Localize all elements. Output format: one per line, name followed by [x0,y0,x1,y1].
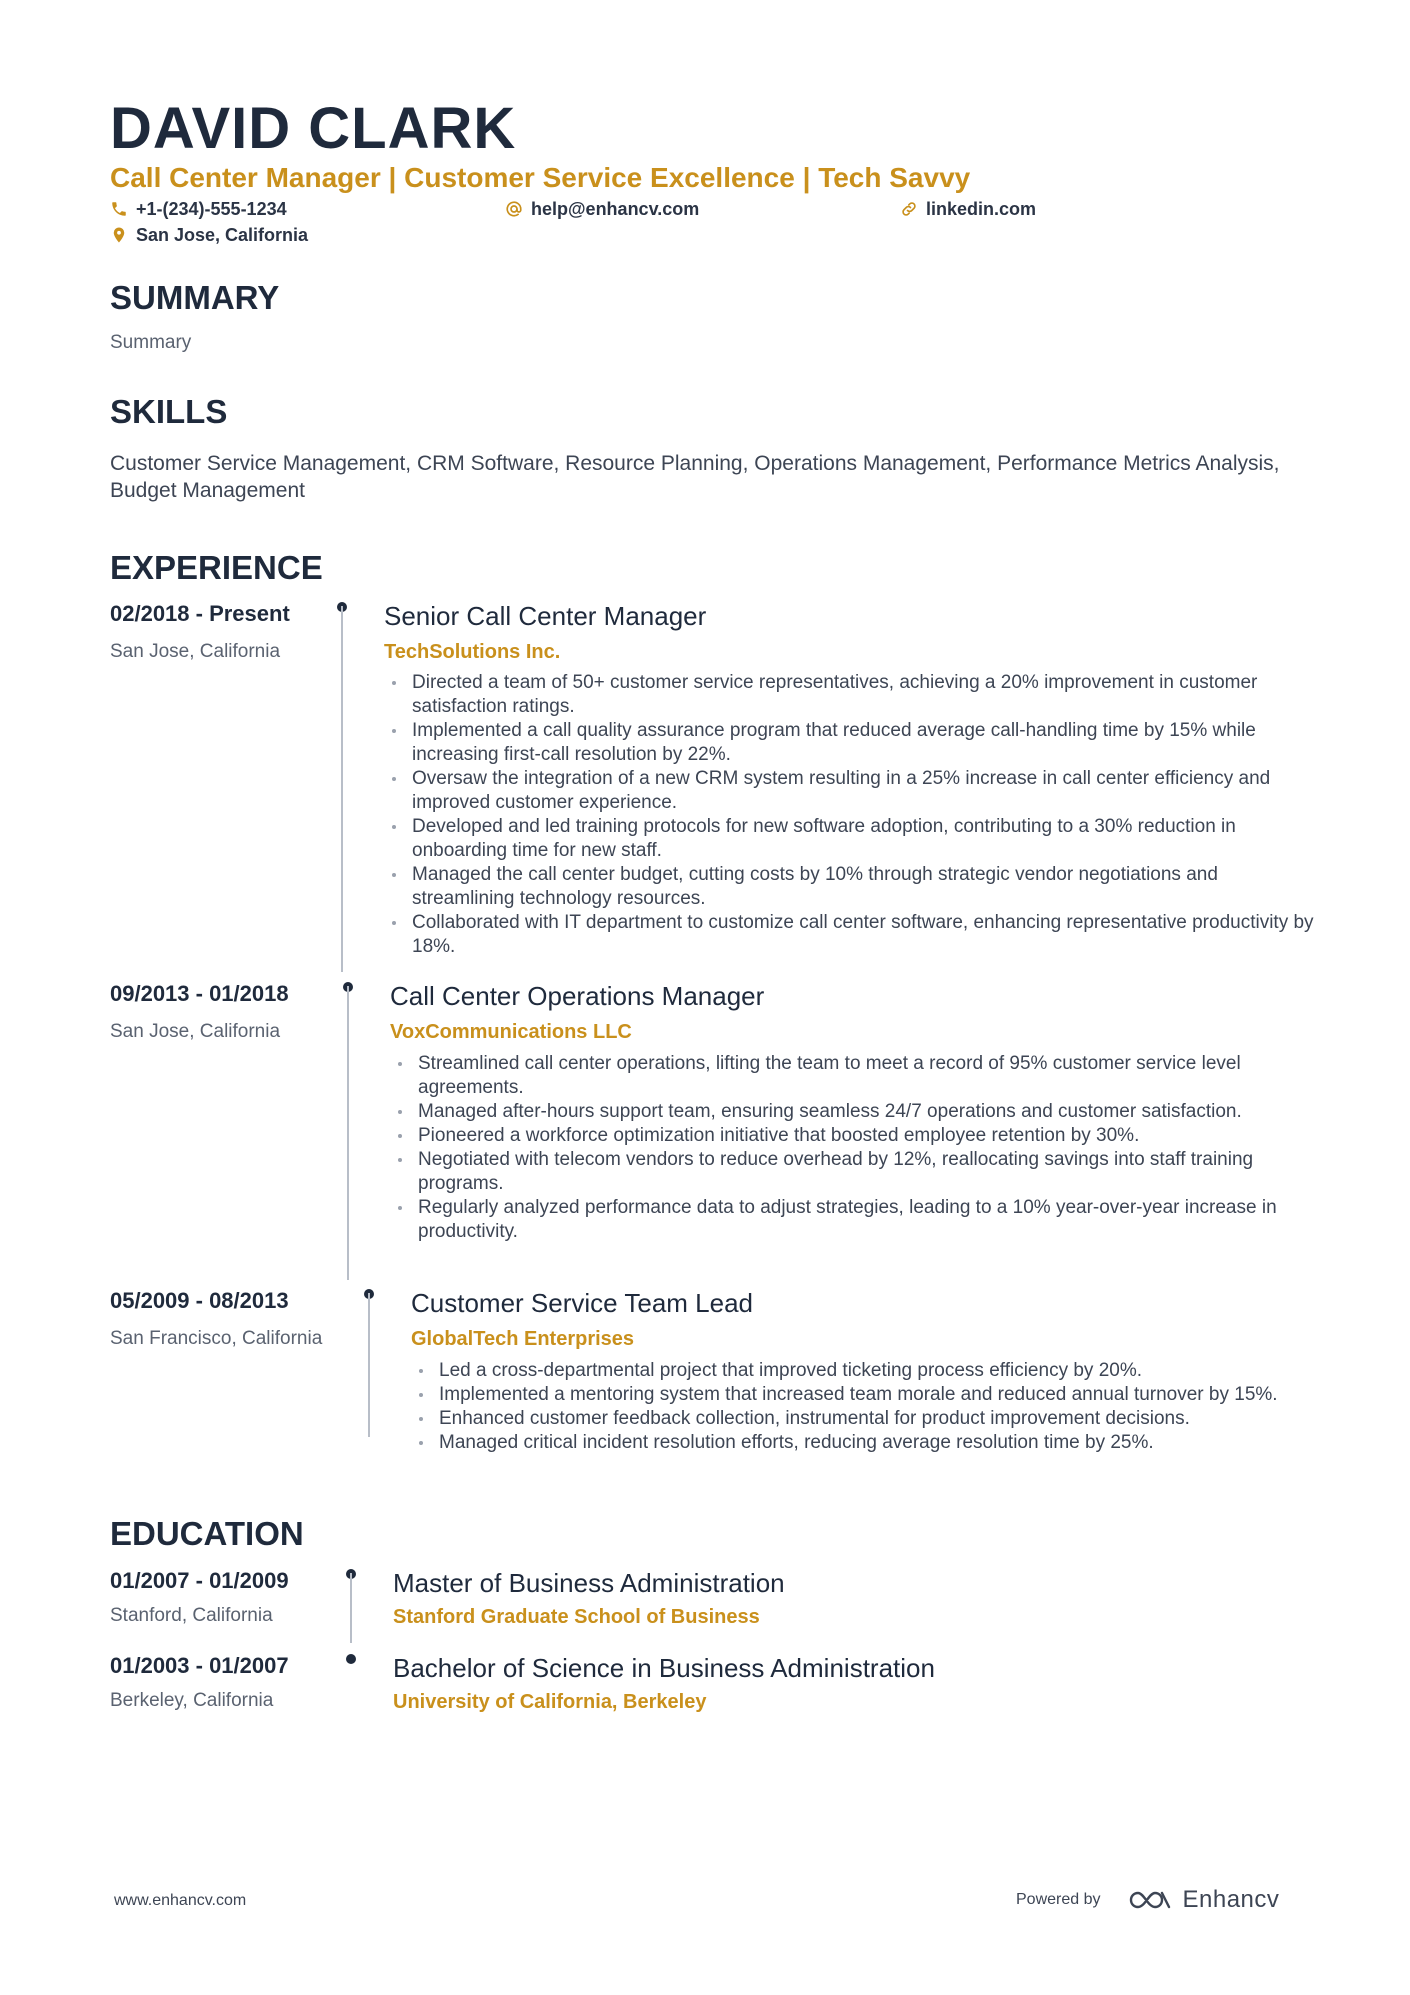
list-item: Oversaw the integration of a new CRM system resulting in a 25% increase in call center efficiency and improved customer experience. [384,767,1314,815]
education-school: University of California, Berkeley [393,1691,707,1713]
education-degree: Bachelor of Science in Business Administration [393,1653,935,1683]
job-title: Customer Service Team Lead [411,1288,754,1318]
timeline-line [341,606,343,972]
list-item: Implemented a call quality assurance program that reduced average call-handling time by 15% while increasing first-call resolution by 22%. [384,719,1314,767]
list-item: Streamlined call center operations, lifting the team to meet a record of 95% customer service level agreements. [390,1052,1310,1100]
phone-text[interactable]: +1-(234)-555-1234 [136,199,287,219]
education-degree: Master of Business Administration [393,1568,785,1598]
contact-phone [110,198,287,220]
education-location: Stanford, California [110,1605,273,1626]
location-text: San Jose, California [136,225,309,245]
timeline-dot [346,1654,356,1664]
contact-website [900,198,1036,220]
job-bullets [390,1052,1310,1244]
job-company: TechSolutions Inc. [384,641,561,663]
list-item: Enhanced customer feedback collection, instrumental for product improvement decisions. [411,1407,1311,1431]
list-item: Managed after-hours support team, ensuring seamless 24/7 operations and customer satisfaction. [390,1100,1310,1124]
website-link[interactable]: linkedin.com [926,199,1037,219]
footer-website[interactable]: www.enhancv.com [114,1892,247,1909]
job-location: San Francisco, California [110,1328,323,1349]
list-item: Implemented a mentoring system that increased team morale and reduced annual turnover by 15%. [411,1383,1311,1407]
education-date: 01/2007 - 01/2009 [110,1568,289,1593]
list-item: Directed a team of 50+ customer service representatives, achieving a 20% improvement in customer satisfaction ratings. [384,671,1314,719]
job-bullets [411,1359,1311,1455]
powered-by-text: Powered by [1016,1891,1101,1908]
job-date: 02/2018 - Present [110,601,290,626]
contact-location [110,224,308,246]
list-item: Collaborated with IT department to customize call center software, enhancing representative productivity by 18%. [384,911,1314,959]
job-title: Call Center Operations Manager [390,981,765,1011]
job-company: GlobalTech Enterprises [411,1328,635,1350]
job-date: 05/2009 - 08/2013 [110,1288,289,1313]
footer-branding [1016,1886,1279,1914]
email-link[interactable]: help@enhancv.com [531,199,700,219]
job-location: San Jose, California [110,1021,281,1042]
candidate-headline: Call Center Manager | Customer Service Excellence | Tech Savvy [110,162,971,193]
list-item: Pioneered a workforce optimization initiative that boosted employee retention by 30%. [390,1124,1310,1148]
summary-text: Summary [110,332,192,353]
job-date: 09/2013 - 01/2018 [110,981,289,1006]
education-heading: EDUCATION [110,1515,304,1552]
education-location: Berkeley, California [110,1690,274,1711]
at-icon [505,200,523,218]
list-item: Regularly analyzed performance data to adjust strategies, leading to a 10% year-over-year increase in productivity. [390,1196,1310,1244]
brand-name[interactable]: Enhancv [1182,1886,1280,1913]
list-item: Managed the call center budget, cutting costs by 10% through strategic vendor negotiations and streamlining technology resources. [384,863,1314,911]
candidate-name: DAVID CLARK [110,96,517,161]
contact-email [505,198,699,220]
phone-icon [110,200,128,218]
list-item: Negotiated with telecom vendors to reduce overhead by 12%, reallocating savings into staff training programs. [390,1148,1310,1196]
location-pin-icon [110,226,128,244]
experience-heading: EXPERIENCE [110,549,323,586]
list-item: Developed and led training protocols for new software adoption, contributing to a 30% reduction in onboarding time for new staff. [384,815,1314,863]
timeline-line [350,1573,352,1643]
education-school: Stanford Graduate School of Business [393,1606,760,1628]
job-title: Senior Call Center Manager [384,601,707,631]
timeline-line [347,986,349,1280]
list-item: Led a cross-departmental project that improved ticketing process efficiency by 20%. [411,1359,1311,1383]
education-date: 01/2003 - 01/2007 [110,1653,289,1678]
skills-heading: SKILLS [110,393,228,430]
summary-heading: SUMMARY [110,279,280,316]
link-icon [900,200,918,218]
skills-text: Customer Service Management, CRM Software, Resource Planning, Operations Management, Performance Metrics Analysis, Budget Management [110,452,1280,502]
enhancv-logo-icon [1127,1888,1173,1912]
timeline-line [368,1293,370,1437]
job-bullets [384,671,1314,959]
list-item: Managed critical incident resolution efforts, reducing average resolution time by 25%. [411,1431,1311,1455]
job-company: VoxCommunications LLC [390,1021,632,1043]
job-location: San Jose, California [110,641,281,662]
